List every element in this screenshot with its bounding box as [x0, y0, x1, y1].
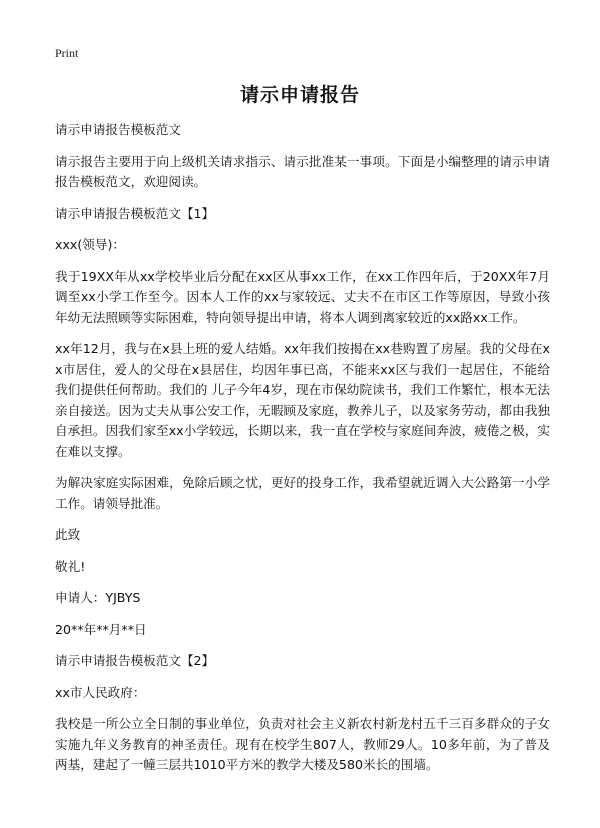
closing-line: 此致	[55, 527, 81, 542]
section-heading: 请示申请报告模板范文【1】	[55, 205, 215, 221]
body-paragraph: 我于19XX年从xx学校毕业后分配在xx区从事xx工作，在xx工作四年后，于20XX年7月调至xx小学工作至今。因本人工作的xx与家较远、丈夫不在市区工作等原因，导致小孩年幼无法照顾等实际困难，特向领导提出申请，将本人调到离家较近的xx路xx工作。	[55, 268, 550, 325]
body-paragraph: xx年12月，我与在x县上班的爱人结婚。xx年我们按揭在xx巷购置了房屋。我的父母在xx市居住，爱人的父母在x县居住，均因年事已高，不能来xx区与我们一起居住，不能给我们提供任何帮助。我们的 儿子今年4岁，现在市保幼院读书，我们工作繁忙，根本无法亲自接送。因为丈夫从事公安工作，无暇顾及家庭，教养儿子，以及家务劳动，都由我独自承担。因我们家至xx小学较远，长期以来，我一直在学校与家庭间奔波，疲倦之极，实在难以支撑。	[55, 341, 550, 459]
document-title: 请示申请报告	[239, 84, 360, 106]
date-line: 20**年**月**日	[55, 621, 147, 637]
salutation: xxx(领导)：	[55, 237, 125, 252]
section-heading: 请示申请报告模板范文	[55, 122, 181, 137]
applicant-line: 申请人：YJBYS	[55, 590, 141, 605]
body-paragraph: 我校是一所公立全日制的事业单位，负责对社会主义新农村新龙村五千三百多群众的子女实施九年义务教育的神圣责任。现有在校学生807人，教师29人。10多年前，为了普及两基，建起了一幢三层共1010平方米的教学大楼及580米长的围墙。	[55, 716, 550, 772]
body-paragraph: 为解决家庭实际困难，免除后顾之忧，更好的投身工作，我希望就近调入大公路第一小学工作。请领导批准。	[55, 475, 550, 511]
salutation: xx市人民政府：	[55, 684, 146, 700]
intro-paragraph: 请示报告主要用于向上级机关请求指示、请示批准某一事项。下面是小编整理的请示申请报告模板范文，欢迎阅读。	[55, 153, 550, 189]
closing-line: 敬礼!	[55, 558, 86, 574]
document-body	[55, 120, 550, 787]
section-heading: 请示申请报告模板范文【2】	[55, 653, 215, 668]
print-link[interactable]: Print	[55, 46, 79, 60]
